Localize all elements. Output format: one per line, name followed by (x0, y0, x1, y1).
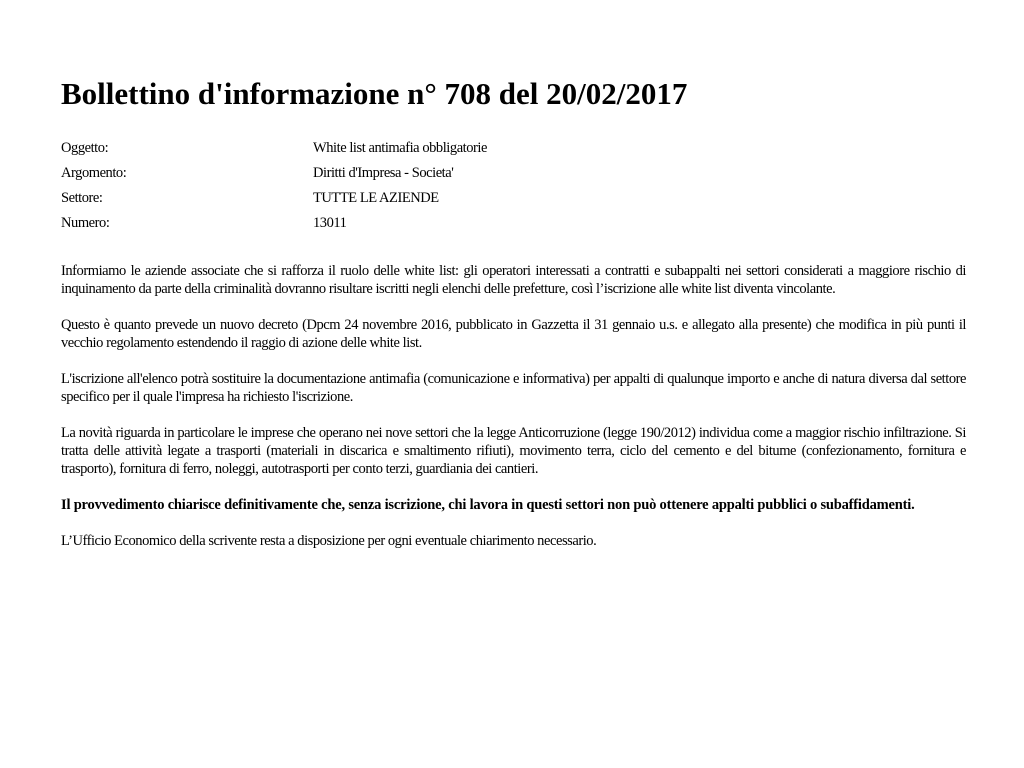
metadata-table (61, 138, 487, 238)
body-paragraph: Informiamo le aziende associate che si rafforza il ruolo delle white list: gli operatori interessati a contratti e subappalti nei settori considerati a maggiore rischio di inquinamento da parte della criminalità dovranno risultare iscritti negli elenchi delle prefetture, così l’iscrizione alle white list diventa vincolante. (61, 263, 966, 297)
bulletin-body (61, 262, 966, 568)
closing-paragraph: L’Ufficio Economico della scrivente resta a disposizione per ogni eventuale chiarimento necessario. (61, 533, 597, 549)
meta-label: Argomento: (61, 165, 127, 181)
meta-row-argomento (61, 163, 487, 188)
meta-row-oggetto (61, 138, 487, 163)
meta-value: 13011 (313, 215, 347, 231)
meta-row-numero (61, 213, 487, 238)
page-title: Bollettino d'informazione n° 708 del 20/02/2017 (61, 76, 688, 111)
meta-label: Oggetto: (61, 140, 109, 156)
meta-label: Numero: (61, 215, 110, 231)
meta-value: TUTTE LE AZIENDE (313, 190, 439, 206)
body-paragraph: L'iscrizione all'elenco potrà sostituire la documentazione antimafia (comunicazione e informativa) per appalti di qualunque importo e anche di natura diversa dal settore specifico per il quale l'impresa ha richiesto l'iscrizione. (61, 371, 966, 405)
key-statement: Il provvedimento chiarisce definitivamente che, senza iscrizione, chi lavora in questi settori non può ottenere appalti pubblici o subaffidamenti. (61, 497, 915, 513)
meta-value: White list antimafia obbligatorie (313, 140, 487, 156)
body-paragraph: Questo è quanto prevede un nuovo decreto (Dpcm 24 novembre 2016, pubblicato in Gazzetta il 31 gennaio u.s. e allegato alla presente) che modifica in più punti il vecchio regolamento estendendo il raggio di azione delle white list. (61, 317, 966, 351)
body-paragraph: La novità riguarda in particolare le imprese che operano nei nove settori che la legge Anticorruzione (legge 190/2012) individua come a maggior rischio infiltrazione. Si tratta delle attività legate a trasporti (materiali in discarica e smaltimento rifiuti), movimento terra, ciclo del cemento e del bitume (confezionamento, fornitura e trasporto), fornitura di ferro, noleggi, autotrasporti per conto terzi, guardiania dei cantieri. (61, 425, 966, 477)
meta-label: Settore: (61, 190, 103, 206)
meta-value: Diritti d'Impresa - Societa' (313, 165, 454, 181)
meta-row-settore (61, 188, 487, 213)
